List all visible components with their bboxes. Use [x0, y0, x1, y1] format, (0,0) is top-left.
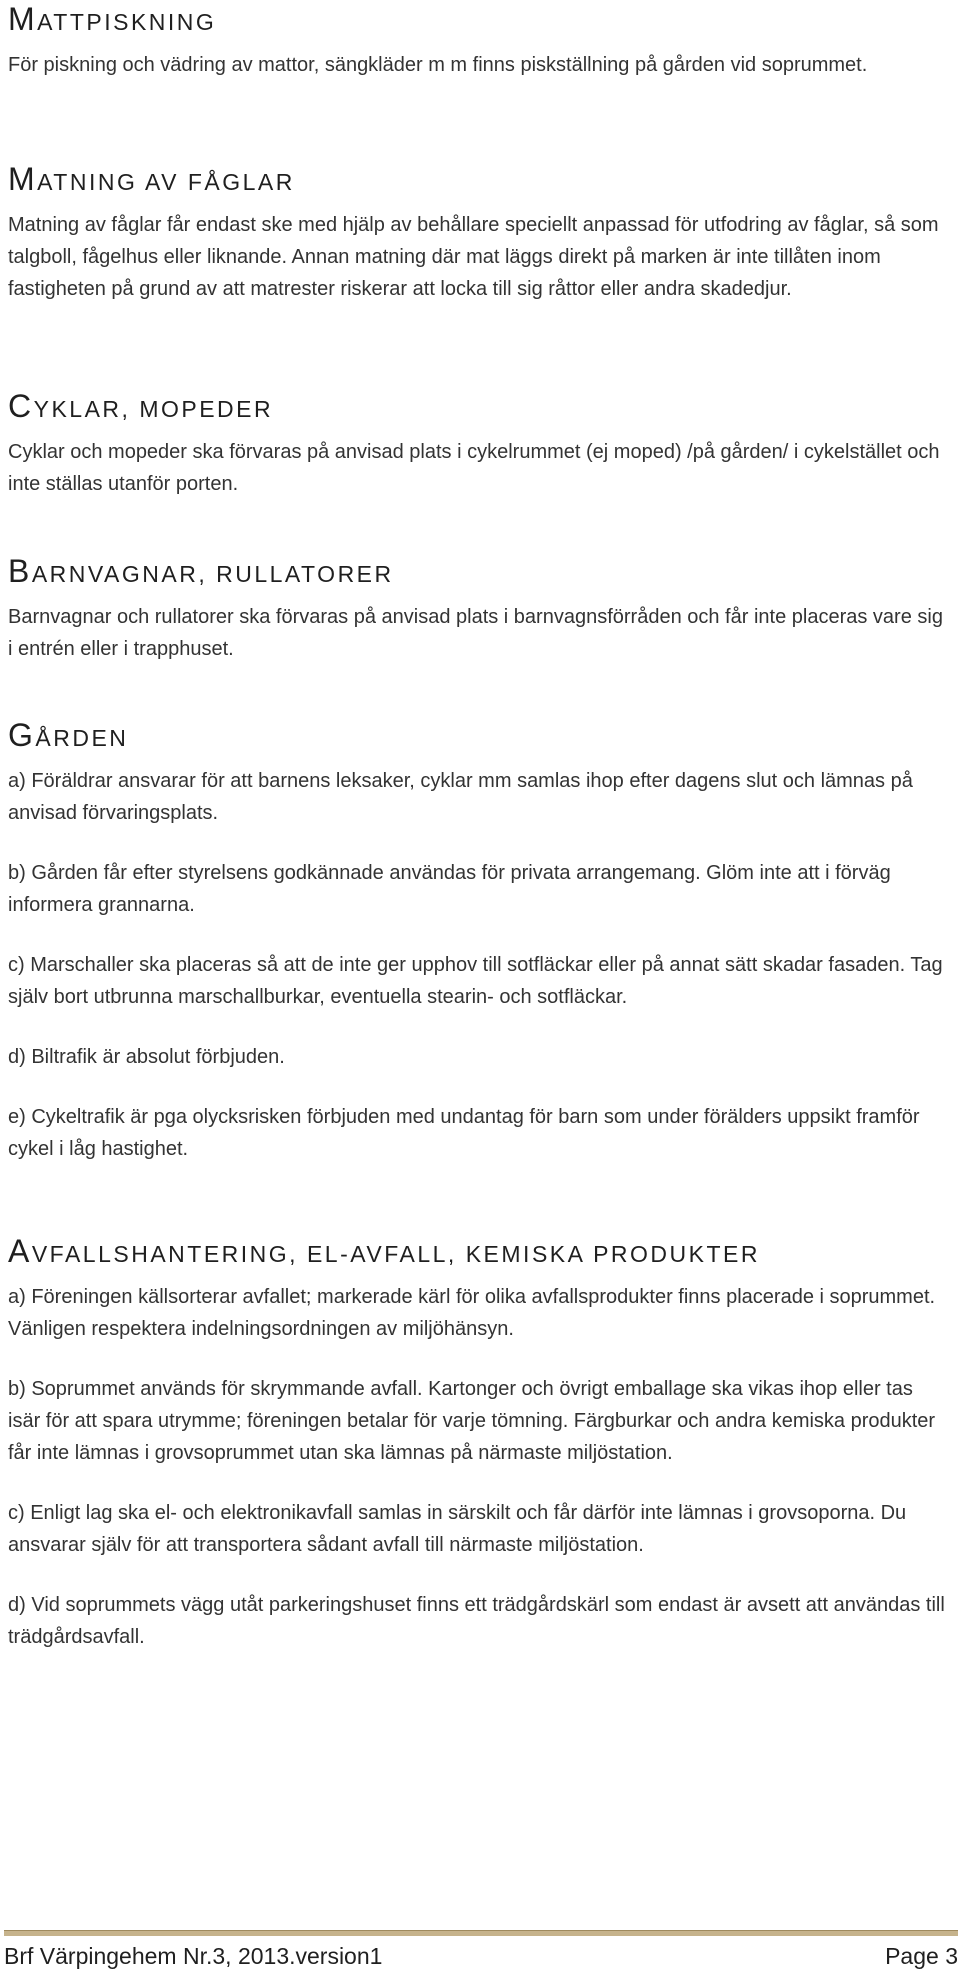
- section-heading: [8, 388, 948, 424]
- heading-initial: G: [8, 717, 36, 753]
- heading-initial: C: [8, 388, 34, 424]
- footer-page-number: Page 3: [885, 1943, 958, 1969]
- section-heading: [8, 1, 948, 37]
- footer-divider: [4, 1930, 958, 1936]
- section-heading: [8, 161, 948, 197]
- section-mattpiskning: [8, 1, 948, 81]
- list-item: b) Gården får efter styrelsens godkännade användas för privata arrangemang. Glöm inte att i förväg informera grannarna.: [8, 862, 891, 916]
- list-item: e) Cykeltrafik är pga olycksrisken förbjuden med undantag för barn som under förälders uppsikt framför cykel i låg hastighet.: [8, 1106, 920, 1160]
- footer-row: [4, 1943, 958, 1970]
- section-paragraph: Matning av fåglar får endast ske med hjälp av behållare speciellt anpassad för utfodring av fåglar, så som talgboll, fågelhus eller liknande. Annan matning där mat läggs direkt på marken är inte tillåten inom fastigheten på grund av att matrester riskerar att locka till sig råttor eller andra skadedjur.: [8, 214, 939, 300]
- heading-text: ARNVAGNAR, RULLATORER: [31, 561, 394, 587]
- page-footer: [4, 1930, 958, 1970]
- heading-text: ATTPISKNING: [37, 9, 217, 35]
- section-matning-av-faglar: [8, 161, 948, 305]
- section-heading: [8, 553, 948, 589]
- section-paragraph: Barnvagnar och rullatorer ska förvaras på anvisad plats i barnvagnsförråden och får inte placeras vare sig i entrén eller i trapphuset.: [8, 606, 943, 660]
- heading-initial: M: [8, 161, 38, 197]
- list-item: a) Föräldrar ansvarar för att barnens leksaker, cyklar mm samlas ihop efter dagens slut och lämnas på anvisad förvaringsplats.: [8, 770, 913, 824]
- list-item: b) Soprummet används för skrymmande avfall. Kartonger och övrigt emballage ska vikas ihop eller tas isär för att spara utrymme; föreningen betalar för varje tömning. Färgburkar och andra kemiska produkter får inte lämnas i grovsoprummet utan ska lämnas på närmaste miljöstation.: [8, 1378, 936, 1464]
- heading-text: YKLAR, MOPEDER: [33, 396, 274, 422]
- footer-document-title: Brf Värpingehem Nr.3, 2013.version1: [4, 1943, 383, 1969]
- list-item: c) Marschaller ska placeras så att de inte ger upphov till sotfläckar eller på annat sätt skadar fasaden. Tag själv bort utbrunna marschallburkar, eventuella stearin- och sotfläckar.: [8, 954, 943, 1008]
- heading-initial: M: [8, 1, 38, 37]
- list-item: a) Föreningen källsorterar avfallet; markerade kärl för olika avfallsprodukter finns placerade i soprummet. Vänligen respektera indelningsordningen av miljöhänsyn.: [8, 1286, 936, 1340]
- section-cyklar-mopeder: [8, 388, 948, 500]
- heading-initial: B: [8, 553, 32, 589]
- section-barnvagnar-rullatorer: [8, 553, 948, 665]
- heading-text: ÅRDEN: [35, 725, 129, 751]
- heading-initial: A: [8, 1233, 32, 1269]
- section-paragraph: Cyklar och mopeder ska förvaras på anvisad plats i cykelrummet (ej moped) /på gården/ i cykelstället och inte ställas utanför porten.: [8, 441, 940, 495]
- section-heading: [8, 1233, 948, 1269]
- section-avfallshantering: [8, 1233, 948, 1653]
- list-item: d) Biltrafik är absolut förbjuden.: [8, 1046, 285, 1068]
- section-paragraph: För piskning och vädring av mattor, sängkläder m m finns piskställning på gården vid soprummet.: [8, 54, 868, 76]
- list-item: d) Vid soprummets vägg utåt parkeringshuset finns ett trädgårdskärl som endast är avsett att användas till trädgårdsavfall.: [8, 1594, 945, 1648]
- heading-text: ATNING AV FÅGLAR: [37, 169, 295, 195]
- heading-text: VFALLSHANTERING, EL-AVFALL, KEMISKA PRODUKTER: [31, 1241, 760, 1267]
- list-item: c) Enligt lag ska el- och elektronikavfall samlas in särskilt och får därför inte lämnas i grovsoporna. Du ansvarar själv för att transportera sådant avfall till närmaste miljöstation.: [8, 1502, 907, 1556]
- section-heading: [8, 717, 948, 753]
- section-garden: [8, 717, 948, 1165]
